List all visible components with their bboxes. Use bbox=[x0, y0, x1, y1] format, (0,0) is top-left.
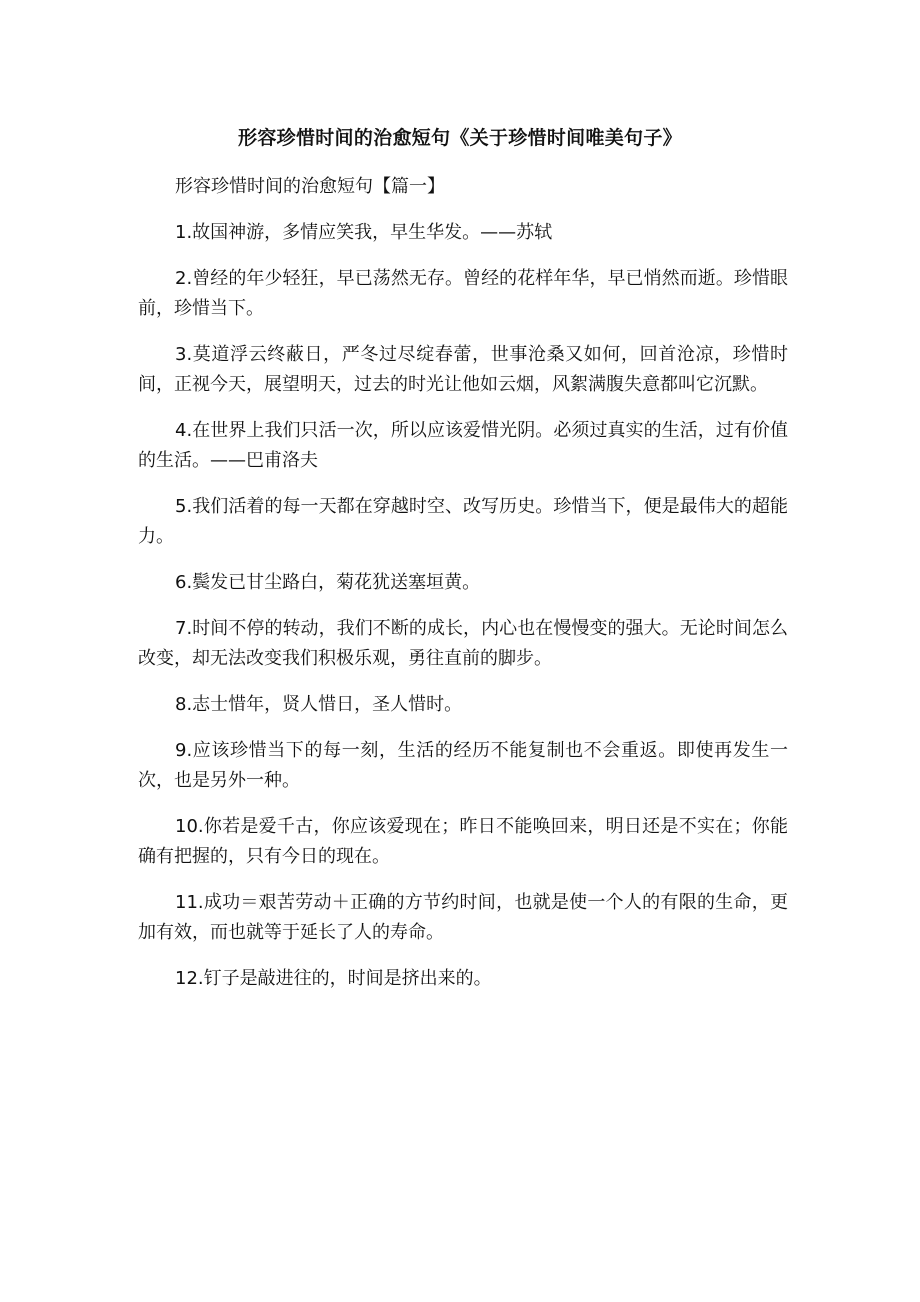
quote-paragraph: 6.鬓发已甘尘路白，菊花犹送塞垣黄。 bbox=[175, 572, 481, 593]
section-heading: 形容珍惜时间的治愈短句【篇一】 bbox=[175, 176, 445, 197]
quote-paragraph: 4.在世界上我们只活一次，所以应该爱惜光阴。必须过真实的生活，过有价值的生活。——巴甫洛夫 bbox=[138, 420, 788, 471]
document-title: 形容珍惜时间的治愈短句《关于珍惜时间唯美句子》 bbox=[238, 127, 682, 149]
quote-paragraph: 9.应该珍惜当下的每一刻，生活的经历不能复制也不会重返。即使再发生一次，也是另外一种。 bbox=[138, 740, 788, 791]
quote-paragraph: 2.曾经的年少轻狂，早已荡然无存。曾经的花样年华，早已悄然而逝。珍惜眼前，珍惜当下。 bbox=[138, 268, 788, 319]
quote-paragraph: 11.成功＝艰苦劳动＋正确的方节约时间，也就是使一个人的有限的生命，更加有效，而也就等于延长了人的寿命。 bbox=[138, 892, 788, 943]
quote-paragraph: 3.莫道浮云终蔽日，严冬过尽绽春蕾，世事沧桑又如何，回首沧凉，珍惜时间，正视今天，展望明天，过去的时光让他如云烟，风絮满腹失意都叫它沉默。 bbox=[138, 344, 788, 395]
document-body bbox=[138, 172, 788, 1010]
quote-paragraph: 12.钉子是敲进往的，时间是挤出来的。 bbox=[175, 968, 492, 989]
quote-paragraph: 7.时间不停的转动，我们不断的成长，内心也在慢慢变的强大。无论时间怎么改变，却无法改变我们积极乐观，勇往直前的脚步。 bbox=[138, 618, 788, 669]
quote-paragraph: 1.故国神游，多情应笑我，早生华发。——苏轼 bbox=[175, 222, 553, 243]
quote-paragraph: 5.我们活着的每一天都在穿越时空、改写历史。珍惜当下，便是最伟大的超能力。 bbox=[138, 496, 788, 547]
quote-paragraph: 10.你若是爱千古，你应该爱现在；昨日不能唤回来，明日还是不实在；你能确有把握的，只有今日的现在。 bbox=[138, 816, 788, 867]
quote-paragraph: 8.志士惜年，贤人惜日，圣人惜时。 bbox=[175, 694, 463, 715]
